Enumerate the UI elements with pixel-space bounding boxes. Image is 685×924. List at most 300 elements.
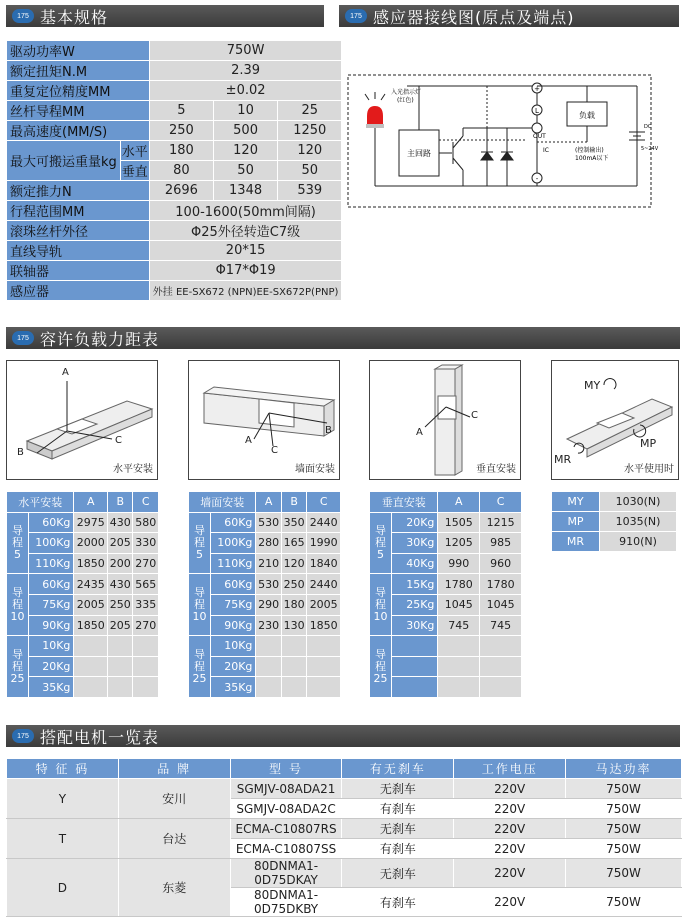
cell <box>74 677 108 698</box>
table-header: 有无刹车 <box>342 759 454 779</box>
moment-key: MR <box>552 532 600 552</box>
table-row <box>189 677 341 698</box>
table-header-row <box>7 492 159 513</box>
row-label: 60Kg <box>211 574 256 595</box>
table-header: B <box>108 492 133 513</box>
row-label: 60Kg <box>29 574 74 595</box>
diagram-wall <box>188 360 340 480</box>
cell <box>74 636 108 657</box>
table-row <box>7 615 159 636</box>
cell: 180 <box>281 594 306 615</box>
cell: 2000 <box>74 533 108 554</box>
voltage: 220V <box>454 799 566 819</box>
moment-section-header <box>6 327 680 349</box>
spec-row-lead <box>7 101 342 121</box>
cell: 745 <box>438 615 480 636</box>
section-badge: 175 <box>12 9 34 23</box>
cell: 250 <box>108 594 133 615</box>
cell <box>256 656 281 677</box>
group-label: 导 程 25 <box>189 636 211 698</box>
row-label <box>392 636 438 657</box>
table-header: A <box>74 492 108 513</box>
cell: 1045 <box>438 594 480 615</box>
section-badge: 175 <box>12 729 34 743</box>
cell: 430 <box>108 574 133 595</box>
table-row <box>7 677 159 698</box>
cell: 2005 <box>307 594 341 615</box>
row-label: 30Kg <box>392 533 438 554</box>
cell: 1045 <box>480 594 522 615</box>
table-row <box>370 656 522 677</box>
cell <box>480 656 522 677</box>
section-badge: 175 <box>12 331 34 345</box>
power: 750W <box>566 888 682 917</box>
table-header: B <box>281 492 306 513</box>
table-header: 马达功率 <box>566 759 682 779</box>
table-row <box>189 615 341 636</box>
table-row <box>7 553 159 574</box>
table-header: C <box>133 492 159 513</box>
cell: 1205 <box>438 533 480 554</box>
spec-value: 100-1600(50mm间隔) <box>149 201 342 221</box>
voltage: 220V <box>454 839 566 859</box>
dc-label: DC <box>644 124 652 130</box>
spec-label: 感应器 <box>7 281 150 301</box>
table-row <box>189 656 341 677</box>
table-header-row <box>189 492 341 513</box>
row-label: 100Kg <box>29 533 74 554</box>
dc-voltage: 5~24V <box>641 146 659 152</box>
diagram-caption: 垂直安装 <box>476 464 516 475</box>
row-label: 110Kg <box>29 553 74 574</box>
diagram-caption: 水平使用时 <box>624 464 674 475</box>
cell: 130 <box>281 615 306 636</box>
cell: 430 <box>108 512 133 533</box>
cell <box>133 677 159 698</box>
cell: 1505 <box>438 512 480 533</box>
cell <box>133 656 159 677</box>
axis-c-label: C <box>471 410 478 421</box>
model: SGMJV-08ADA2C <box>230 799 342 819</box>
table-header: 工作电压 <box>454 759 566 779</box>
cell: 1850 <box>74 553 108 574</box>
table-row <box>189 533 341 554</box>
spec-label: 联轴器 <box>7 261 150 281</box>
section-title: 容许负载力距表 <box>40 329 160 349</box>
axis-c-label: C <box>115 435 122 446</box>
cell: 200 <box>108 553 133 574</box>
spec-value: 2696 <box>149 181 213 201</box>
spec-label: 额定推力N <box>7 181 150 201</box>
power: 750W <box>566 799 682 819</box>
cell <box>108 636 133 657</box>
table-row <box>370 512 522 533</box>
cell <box>281 656 306 677</box>
motor-section-header <box>6 725 680 747</box>
feature-code: D <box>7 859 119 917</box>
cell: 2005 <box>74 594 108 615</box>
spec-label: 额定扭矩N.M <box>7 61 150 81</box>
power: 750W <box>566 839 682 859</box>
table-row <box>370 594 522 615</box>
moment-table <box>551 491 677 552</box>
table-row <box>370 553 522 574</box>
table-row <box>189 594 341 615</box>
row-label: 110Kg <box>211 553 256 574</box>
group-label: 导 程 5 <box>7 512 29 574</box>
cell: 985 <box>480 533 522 554</box>
axis-c-label: C <box>271 445 278 456</box>
row-label: 15Kg <box>392 574 438 595</box>
transistor-icon <box>453 128 463 186</box>
table-header: A <box>256 492 281 513</box>
cell: 205 <box>108 533 133 554</box>
spec-label: 最高速度(MM/S) <box>7 121 150 141</box>
table-row <box>7 656 159 677</box>
row-label: 60Kg <box>211 512 256 533</box>
diagram-horizontal-use <box>551 360 679 480</box>
spec-value: 250 <box>149 121 213 141</box>
spec-row-payload-h <box>7 141 342 161</box>
cell <box>438 636 480 657</box>
table-row <box>7 859 682 888</box>
table-row <box>370 615 522 636</box>
diagram-caption: 墙面安装 <box>295 464 335 475</box>
axis-a-label: A <box>62 367 69 378</box>
spec-value: 120 <box>278 141 342 161</box>
cell: 2440 <box>307 574 341 595</box>
spec-value: 5 <box>149 101 213 121</box>
cell: 290 <box>256 594 281 615</box>
cell <box>438 656 480 677</box>
spec-row-stroke <box>7 201 342 221</box>
table-header: 垂直安装 <box>370 492 438 513</box>
cell: 1215 <box>480 512 522 533</box>
table-row <box>189 512 341 533</box>
lamp-sublabel: (红色) <box>397 97 414 104</box>
cell <box>438 677 480 698</box>
axis-mp-label: MP <box>640 437 657 450</box>
table-row <box>370 677 522 698</box>
row-label: 90Kg <box>29 615 74 636</box>
cell: 580 <box>133 512 159 533</box>
spec-sublabel: 垂直 <box>120 161 149 181</box>
cell <box>256 677 281 698</box>
table-row <box>7 512 159 533</box>
output-sublabel: 100mA以下 <box>575 155 609 162</box>
cell: 250 <box>281 574 306 595</box>
load-label: 负载 <box>579 111 595 120</box>
spec-value: 2.39 <box>149 61 342 81</box>
row-label: 75Kg <box>29 594 74 615</box>
spec-value: 539 <box>278 181 342 201</box>
spec-row-power <box>7 41 342 61</box>
spec-table <box>6 40 342 301</box>
wiring-diagram <box>347 74 659 208</box>
spec-value: 25 <box>278 101 342 121</box>
row-label: 60Kg <box>29 512 74 533</box>
spec-value: 1250 <box>278 121 342 141</box>
table-row <box>552 492 677 512</box>
brand: 安川 <box>118 779 230 819</box>
cell <box>108 656 133 677</box>
table-row <box>7 574 159 595</box>
spec-value: 50 <box>278 161 342 181</box>
cell: 230 <box>256 615 281 636</box>
cell: 270 <box>133 553 159 574</box>
spec-value: Φ25外径转造C7级 <box>149 221 342 241</box>
cell <box>480 636 522 657</box>
row-label: 20Kg <box>392 512 438 533</box>
cell: 2440 <box>307 512 341 533</box>
table-header: C <box>480 492 522 513</box>
group-label: 导 程 5 <box>370 512 392 574</box>
spec-label: 最大可搬运重量kg <box>7 141 121 181</box>
table-header: C <box>307 492 341 513</box>
cell <box>480 677 522 698</box>
row-label: 90Kg <box>211 615 256 636</box>
row-label: 35Kg <box>29 677 74 698</box>
power: 750W <box>566 779 682 799</box>
row-label: 25Kg <box>392 594 438 615</box>
voltage: 220V <box>454 888 566 917</box>
table-header: 型 号 <box>230 759 342 779</box>
voltage: 220V <box>454 859 566 888</box>
spec-value: 500 <box>213 121 277 141</box>
section-title: 感应器接线图(原点及端点) <box>373 7 575 27</box>
table-header-row <box>7 759 682 779</box>
moment-value: 910(N) <box>600 532 677 552</box>
cell: 120 <box>281 553 306 574</box>
spec-label: 滚珠丝杆外径 <box>7 221 150 241</box>
row-label: 40Kg <box>392 553 438 574</box>
cell: 990 <box>438 553 480 574</box>
cell <box>74 656 108 677</box>
axis-b-label: B <box>17 447 24 458</box>
brake: 无刹车 <box>342 819 454 839</box>
row-label: 20Kg <box>29 656 74 677</box>
moment-key: MP <box>552 512 600 532</box>
spec-row-sensor <box>7 281 342 301</box>
spec-value: 80 <box>149 161 213 181</box>
horizontal-load-table <box>6 491 159 698</box>
spec-value: 外挂 EE-SX672 (NPN)EE-SX672P(PNP) <box>149 281 342 301</box>
cell: 330 <box>133 533 159 554</box>
spec-value: ±0.02 <box>149 81 342 101</box>
brake: 无刹车 <box>342 779 454 799</box>
model: 80DNMA1-0D75DKAY <box>230 859 342 888</box>
feature-code: T <box>7 819 119 859</box>
table-row <box>189 574 341 595</box>
brand: 东菱 <box>118 859 230 917</box>
table-row <box>189 636 341 657</box>
table-row <box>552 532 677 552</box>
cell: 1990 <box>307 533 341 554</box>
cell: 960 <box>480 553 522 574</box>
lamp-icon <box>365 92 385 128</box>
spec-row-repeat <box>7 81 342 101</box>
vertical-load-table <box>369 491 522 698</box>
group-label: 导 程 5 <box>189 512 211 574</box>
brake: 有刹车 <box>342 839 454 859</box>
spec-sublabel: 水平 <box>120 141 149 161</box>
cell: 530 <box>256 512 281 533</box>
main-circuit-label: 主回路 <box>407 149 431 158</box>
terminal-l-label: L <box>535 107 539 115</box>
cell <box>256 636 281 657</box>
table-row <box>7 533 159 554</box>
cell <box>133 636 159 657</box>
spec-row-thrust <box>7 181 342 201</box>
row-label <box>392 677 438 698</box>
cell <box>307 636 341 657</box>
moment-value: 1035(N) <box>600 512 677 532</box>
cell: 1780 <box>438 574 480 595</box>
voltage: 220V <box>454 779 566 799</box>
row-label: 75Kg <box>211 594 256 615</box>
terminal-minus-label: - <box>535 175 539 183</box>
cell: 350 <box>281 512 306 533</box>
model: SGMJV-08ADA21 <box>230 779 342 799</box>
cell <box>307 656 341 677</box>
group-label: 导 程 10 <box>7 574 29 636</box>
table-header: A <box>438 492 480 513</box>
spec-label: 重复定位精度MM <box>7 81 150 101</box>
axis-mr-label: MR <box>554 453 572 466</box>
spec-label: 行程范围MM <box>7 201 150 221</box>
spec-value: 20*15 <box>149 241 342 261</box>
diagram-horizontal <box>6 360 158 480</box>
group-label: 导 程 10 <box>189 574 211 636</box>
model: ECMA-C10807SS <box>230 839 342 859</box>
cell <box>108 677 133 698</box>
cell: 2975 <box>74 512 108 533</box>
brand: 台达 <box>118 819 230 859</box>
diagram-caption: 水平安装 <box>113 464 153 475</box>
row-label: 35Kg <box>211 677 256 698</box>
model: 80DNMA1-0D75DKBY <box>230 888 342 917</box>
spec-value: Φ17*Φ19 <box>149 261 342 281</box>
cell: 165 <box>281 533 306 554</box>
cell: 335 <box>133 594 159 615</box>
table-header: 水平安装 <box>7 492 74 513</box>
brake: 有刹车 <box>342 888 454 917</box>
row-label: 10Kg <box>211 636 256 657</box>
spec-value: 180 <box>149 141 213 161</box>
table-row <box>370 574 522 595</box>
cell: 2435 <box>74 574 108 595</box>
section-title: 基本规格 <box>40 7 109 27</box>
table-header-row <box>370 492 522 513</box>
spec-value: 1348 <box>213 181 277 201</box>
spec-row-screw <box>7 221 342 241</box>
diagram-vertical <box>369 360 521 480</box>
cell: 210 <box>256 553 281 574</box>
spec-label: 直线导轨 <box>7 241 150 261</box>
cell: 280 <box>256 533 281 554</box>
cell <box>281 677 306 698</box>
cell: 565 <box>133 574 159 595</box>
cell: 745 <box>480 615 522 636</box>
table-row <box>7 779 682 799</box>
spec-row-coupling <box>7 261 342 281</box>
brake: 无刹车 <box>342 859 454 888</box>
axis-my-label: MY <box>584 379 601 392</box>
output-label: (控制输出) <box>575 147 604 154</box>
cell <box>281 636 306 657</box>
cell: 1850 <box>74 615 108 636</box>
group-label: 导 程 25 <box>370 636 392 698</box>
spec-row-torque <box>7 61 342 81</box>
spec-value: 120 <box>213 141 277 161</box>
power: 750W <box>566 859 682 888</box>
section-badge: 175 <box>345 9 367 23</box>
row-label: 10Kg <box>29 636 74 657</box>
spec-section-header <box>6 5 324 27</box>
power: 750W <box>566 819 682 839</box>
cell <box>307 677 341 698</box>
section-title: 搭配电机一览表 <box>40 727 160 747</box>
table-header: 特 征 码 <box>7 759 119 779</box>
diode-icon <box>481 128 513 186</box>
row-label: 100Kg <box>211 533 256 554</box>
axis-a-label: A <box>416 427 423 438</box>
terminal-plus-label: + <box>534 85 540 93</box>
row-label: 20Kg <box>211 656 256 677</box>
wiring-section-header <box>339 5 679 27</box>
lamp-label: 入光指示灯 <box>391 89 422 96</box>
cell: 1780 <box>480 574 522 595</box>
voltage: 220V <box>454 819 566 839</box>
model: ECMA-C10807RS <box>230 819 342 839</box>
ic-label: IC <box>543 147 549 154</box>
spec-row-speed <box>7 121 342 141</box>
table-row <box>370 636 522 657</box>
feature-code: Y <box>7 779 119 819</box>
table-row <box>189 553 341 574</box>
spec-value: 10 <box>213 101 277 121</box>
table-row <box>552 512 677 532</box>
cell: 1850 <box>307 615 341 636</box>
cell: 205 <box>108 615 133 636</box>
spec-value: 50 <box>213 161 277 181</box>
moment-value: 1030(N) <box>600 492 677 512</box>
table-row <box>7 594 159 615</box>
out-label: OUT <box>533 133 546 140</box>
row-label <box>392 656 438 677</box>
table-header: 品 牌 <box>118 759 230 779</box>
spec-label: 驱动功率W <box>7 41 150 61</box>
cell: 1840 <box>307 553 341 574</box>
table-row <box>370 533 522 554</box>
wall-load-table <box>188 491 341 698</box>
row-label: 30Kg <box>392 615 438 636</box>
table-row <box>7 636 159 657</box>
terminal-out-icon <box>532 123 542 133</box>
table-row <box>7 819 682 839</box>
spec-row-rail <box>7 241 342 261</box>
brake: 有刹车 <box>342 799 454 819</box>
cell: 270 <box>133 615 159 636</box>
cell: 530 <box>256 574 281 595</box>
group-label: 导 程 10 <box>370 574 392 636</box>
spec-value: 750W <box>149 41 342 61</box>
table-header: 墙面安装 <box>189 492 256 513</box>
spec-label: 丝杆导程MM <box>7 101 150 121</box>
group-label: 导 程 25 <box>7 636 29 698</box>
motor-table <box>6 758 682 917</box>
moment-key: MY <box>552 492 600 512</box>
